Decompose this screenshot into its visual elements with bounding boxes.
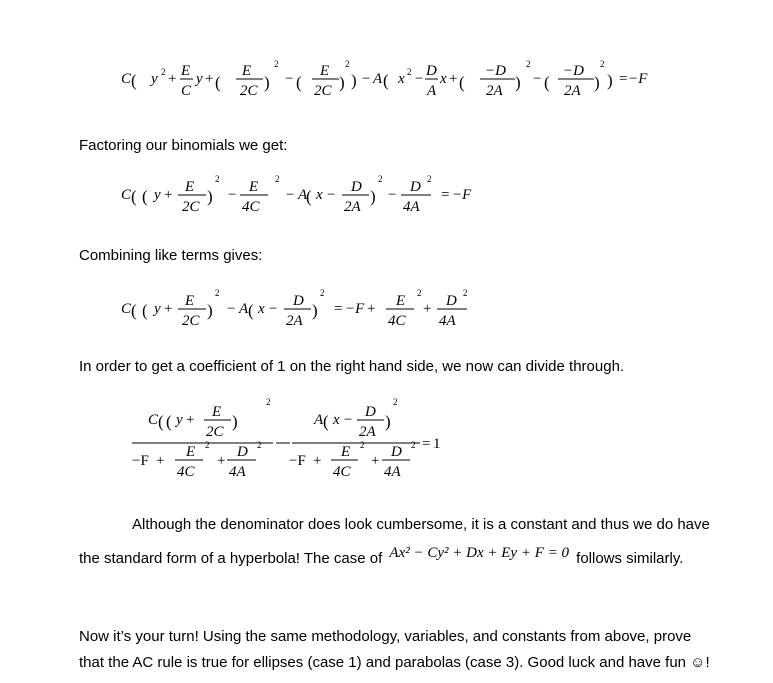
- eq3-negF: −F: [345, 301, 365, 317]
- eq3-frac2-den: 2A: [286, 313, 303, 329]
- eq4-den2-frac1-sq: 2: [360, 440, 365, 450]
- eq4-den1-frac2-sq: 2: [257, 440, 262, 450]
- eq4-coef-A: A: [314, 412, 324, 428]
- eq3-equals: =: [334, 301, 343, 317]
- eq1-frac5-den: 2A: [486, 83, 503, 99]
- eq1-frac4-num: D: [426, 63, 437, 79]
- eq3-y: y: [154, 301, 161, 317]
- eq1-frac5-num: −D: [485, 63, 506, 79]
- paragraph-your-turn: Now it’s your turn! Using the same methodology, variables, and constants from above, prove: [79, 628, 692, 645]
- eq2-y: y: [154, 187, 161, 203]
- eq1-p4-open: (: [296, 73, 302, 92]
- eq1-plus2: +: [205, 71, 214, 87]
- eq1-minus1: −: [285, 71, 294, 87]
- eq3-binom-open: (: [142, 301, 148, 320]
- eq4-minus2: −: [344, 412, 353, 428]
- eq1-frac3-den: 2C: [314, 83, 332, 99]
- eq4-den1-frac1-den: 4C: [177, 464, 195, 480]
- eq2-frac1-num: E: [185, 179, 195, 195]
- eq3-paren-open: (: [131, 301, 137, 320]
- eq4-den1-plus2: +: [217, 453, 226, 469]
- eq4-den2-frac2-den: 4A: [384, 464, 401, 480]
- eq1-frac6-den: 2A: [564, 83, 581, 99]
- eq4-den2-plus2: +: [371, 453, 380, 469]
- eq3-sq2: 2: [320, 288, 325, 298]
- eq1-frac3-num: E: [320, 63, 330, 79]
- eq4-paren2-close: ): [385, 412, 391, 431]
- eq2-minus1: −: [228, 187, 237, 203]
- eq4-den1-frac2-num: D: [237, 444, 248, 460]
- eq3-coef-C: C: [121, 301, 132, 317]
- eq2-minus4: −: [388, 187, 397, 203]
- eq3-frac3-num: E: [396, 293, 406, 309]
- paragraph-standard-form: [79, 545, 684, 568]
- eq1-paren-close: ): [351, 71, 357, 90]
- eq4-sq2: 2: [393, 397, 398, 407]
- eq4-equals: =: [422, 436, 431, 452]
- eq1-p5-close: ): [515, 73, 521, 92]
- eq3-sq1: 2: [215, 288, 220, 298]
- equation-combined: [0, 278, 773, 343]
- eq4-den2-frac2-sq: 2: [411, 440, 416, 450]
- eq1-x2: x: [440, 71, 447, 87]
- eq3-frac1-den: 2C: [182, 313, 200, 329]
- eq3-frac4-num-sq: 2: [463, 288, 468, 298]
- equation-expanded: [0, 45, 773, 115]
- eq2-minus3: −: [327, 187, 336, 203]
- eq3-frac1-num: E: [185, 293, 195, 309]
- eq2-frac4-num: D: [410, 179, 421, 195]
- eq4-binom-open: (: [166, 412, 172, 431]
- eq3-minus2: −: [269, 301, 278, 317]
- eq4-x: x: [333, 412, 340, 428]
- eq3-plus3: +: [423, 301, 432, 317]
- eq4-y: y: [176, 412, 183, 428]
- eq1-coef-C: C: [121, 71, 132, 87]
- eq1-y: y: [151, 71, 158, 87]
- eq1-frac1-den: C: [181, 83, 192, 99]
- eq2-minus2: −: [286, 187, 295, 203]
- paragraph-factoring: Factoring our binomials we get:: [79, 137, 288, 154]
- eq4-sq1: 2: [266, 397, 271, 407]
- eq4-den2-frac1-den: 4C: [333, 464, 351, 480]
- eq1-coef-A: A: [373, 71, 383, 87]
- eq1-paren2-open: (: [383, 71, 389, 90]
- eq1-minus4: −: [533, 71, 542, 87]
- eq4-paren2-open: (: [323, 412, 329, 431]
- eq1-frac6-num: −D: [563, 63, 584, 79]
- standard-form-text: the standard form of a hyperbola! The case of: [79, 550, 383, 567]
- eq3-plus2: +: [367, 301, 376, 317]
- eq4-coef-C: C: [148, 412, 159, 428]
- eq2-frac2-num: E: [249, 179, 259, 195]
- eq2-frac3-den: 2A: [344, 199, 361, 215]
- eq4-den2-frac2-num: D: [391, 444, 402, 460]
- eq2-sq1: 2: [215, 174, 220, 184]
- eq4-den1-frac1-num: E: [186, 444, 196, 460]
- paragraph-ac-rule: that the AC rule is true for ellipses (case 1) and parabolas (case 3). Good luck and have fun ☺!: [79, 654, 710, 671]
- eq2-frac4-num-sq: 2: [427, 174, 432, 184]
- eq4-den2-negF: −F: [289, 453, 306, 469]
- eq1-paren-open: (: [131, 71, 137, 90]
- eq1-minus2: −: [362, 71, 371, 87]
- eq4-frac1-den: 2C: [206, 424, 224, 440]
- eq4-den1-frac2-den: 4A: [229, 464, 246, 480]
- eq3-frac3-den: 4C: [388, 313, 406, 329]
- eq4-paren-open: (: [158, 412, 164, 431]
- eq1-plus1: +: [168, 71, 177, 87]
- eq3-frac2-num: D: [293, 293, 304, 309]
- eq2-sq2: 2: [378, 174, 383, 184]
- eq2-equals: =: [441, 187, 450, 203]
- eq1-sq4: 2: [600, 59, 605, 69]
- eq2-frac3-num: D: [351, 179, 362, 195]
- eq2-binom-open: (: [142, 187, 148, 206]
- eq2-frac1-den: 2C: [182, 199, 200, 215]
- paragraph-although: Although the denominator does look cumbersome, it is a constant and thus we do have: [132, 516, 710, 533]
- eq2-paren-open: (: [131, 187, 137, 206]
- eq1-p3-open: (: [215, 73, 221, 92]
- eq2-rhs: −F: [452, 187, 472, 203]
- eq4-binom-close: ): [232, 412, 238, 431]
- eq1-frac2-num: E: [242, 63, 252, 79]
- eq2-frac2-num-sq: 2: [275, 174, 280, 184]
- eq2-coef-C: C: [121, 187, 132, 203]
- eq1-y-sq: 2: [161, 67, 166, 77]
- eq3-frac4-num: D: [446, 293, 457, 309]
- eq4-den2-frac1-num: E: [341, 444, 351, 460]
- eq1-p3-close: ): [264, 73, 270, 92]
- eq4-den2-plus1: +: [313, 453, 322, 469]
- eq3-x: x: [258, 301, 265, 317]
- eq2-plus: +: [164, 187, 173, 203]
- eq1-sq1: 2: [274, 59, 279, 69]
- eq1-sq3: 2: [526, 59, 531, 69]
- eq1-minus3: −: [415, 71, 424, 87]
- eq4-rhs-one: 1: [433, 436, 441, 452]
- eq2-paren2-open: (: [306, 187, 312, 206]
- eq1-x: x: [398, 71, 405, 87]
- eq1-y2: y: [196, 71, 203, 87]
- eq3-paren2-close: ): [312, 301, 318, 320]
- eq3-coef-A: A: [239, 301, 249, 317]
- eq4-den1-negF: −F: [132, 453, 149, 469]
- eq1-frac4-den: A: [427, 83, 437, 99]
- eq3-plus: +: [164, 301, 173, 317]
- eq2-coef-A: A: [298, 187, 308, 203]
- eq1-rhs: =−F: [618, 71, 648, 87]
- eq3-minus1: −: [227, 301, 236, 317]
- eq1-p6-close: ): [594, 73, 600, 92]
- eq4-frac1-num: E: [212, 404, 222, 420]
- paragraph-combining: Combining like terms gives:: [79, 247, 263, 264]
- follows-similarly-text: follows similarly.: [576, 550, 684, 567]
- eq2-binom-close: ): [207, 187, 213, 206]
- eq4-den1-plus1: +: [156, 453, 165, 469]
- equation-standard-form: [0, 390, 773, 505]
- eq3-binom-close: ): [207, 301, 213, 320]
- paragraph-divide-through: In order to get a coefficient of 1 on the right hand side, we now can divide through.: [79, 358, 625, 375]
- eq4-frac2-num: D: [365, 404, 376, 420]
- eq2-frac4-den: 4A: [403, 199, 420, 215]
- eq3-frac3-num-sq: 2: [417, 288, 422, 298]
- inline-equation: Ax² − Cy² + Dx + Ey + F = 0: [389, 545, 569, 561]
- eq3-paren2-open: (: [248, 301, 254, 320]
- eq4-plus1: +: [186, 412, 195, 428]
- eq1-frac1-num: E: [181, 63, 191, 79]
- eq1-p6-open: (: [544, 73, 550, 92]
- eq4-frac2-den: 2A: [359, 424, 376, 440]
- eq1-plus3: +: [449, 71, 458, 87]
- eq2-paren2-close: ): [370, 187, 376, 206]
- eq1-sq2: 2: [345, 59, 350, 69]
- eq1-frac2-den: 2C: [240, 83, 258, 99]
- eq1-x-sq: 2: [407, 67, 412, 77]
- eq1-paren2-close: ): [607, 71, 613, 90]
- eq2-x: x: [316, 187, 323, 203]
- eq2-frac2-den: 4C: [242, 199, 260, 215]
- equation-factored: [0, 165, 773, 230]
- eq4-den1-frac1-sq: 2: [205, 440, 210, 450]
- eq1-p4-close: ): [339, 73, 345, 92]
- eq1-p5-open: (: [459, 73, 465, 92]
- eq3-frac4-den: 4A: [439, 313, 456, 329]
